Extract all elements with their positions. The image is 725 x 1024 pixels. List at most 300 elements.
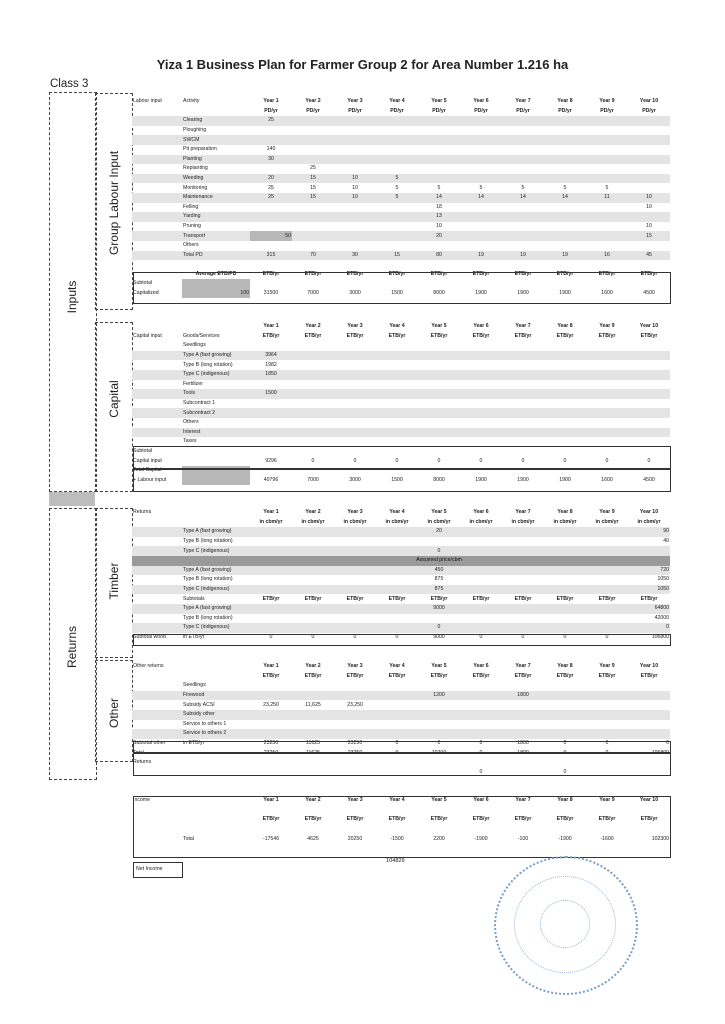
total-value: 1900 bbox=[475, 476, 487, 483]
labour-value bbox=[292, 203, 334, 213]
capital-value bbox=[250, 418, 292, 428]
table-cell bbox=[418, 380, 460, 390]
labour-value bbox=[292, 155, 334, 165]
unit-header: PD/yr bbox=[642, 107, 656, 114]
labour-value bbox=[586, 155, 628, 165]
other-value bbox=[376, 720, 418, 730]
labour-value: 15 bbox=[292, 193, 334, 203]
table-cell bbox=[502, 360, 544, 370]
total-value: 8000 bbox=[433, 476, 445, 483]
table-cell bbox=[250, 556, 292, 566]
timber-wood-box bbox=[133, 634, 671, 646]
labour-value: 10 bbox=[352, 184, 358, 191]
labour-value bbox=[628, 126, 670, 136]
table-cell bbox=[132, 107, 182, 117]
other-value bbox=[376, 681, 418, 691]
total-value: 0 bbox=[479, 749, 483, 756]
unit-label: ETB/yr bbox=[514, 270, 532, 277]
other-value bbox=[544, 700, 586, 710]
unit-header: ETB/yr bbox=[304, 672, 322, 679]
labour-value: 25 bbox=[250, 116, 292, 126]
capital-value: 3964 bbox=[250, 351, 292, 361]
labour-value: 15 bbox=[292, 174, 334, 184]
volume-value bbox=[334, 527, 376, 537]
labour-value bbox=[418, 174, 460, 184]
volume-value bbox=[502, 537, 544, 547]
subtotal-unit: in ETB/yr bbox=[183, 739, 205, 746]
labour-value bbox=[628, 183, 670, 193]
labour-value bbox=[586, 116, 628, 126]
other-row bbox=[132, 700, 670, 710]
table-cell bbox=[460, 399, 502, 409]
table-cell bbox=[292, 360, 334, 370]
year-header: Year 3 bbox=[347, 98, 363, 105]
activity-label: Felling bbox=[183, 203, 199, 210]
labour-value: 70 bbox=[292, 251, 334, 261]
volume-row bbox=[132, 546, 670, 556]
labour-value bbox=[502, 155, 544, 165]
subtotal-value: 31500 bbox=[263, 290, 279, 297]
labour-value: 14 bbox=[544, 193, 586, 203]
unit-label: ETB/yr bbox=[430, 595, 448, 602]
table-cell bbox=[132, 428, 182, 438]
labour-value bbox=[292, 116, 334, 126]
spacer-row bbox=[132, 260, 670, 270]
year-header: Year 1 bbox=[263, 663, 279, 670]
table-cell bbox=[292, 399, 334, 409]
table-cell bbox=[544, 341, 586, 351]
subtotal-value bbox=[334, 604, 376, 614]
labour-value bbox=[418, 155, 460, 165]
other-value bbox=[460, 720, 502, 730]
labour-value bbox=[460, 116, 502, 126]
total-value: 23250 bbox=[263, 749, 279, 756]
price-value bbox=[544, 575, 586, 585]
type-label: Type B (long rotation) bbox=[183, 576, 233, 583]
labour-value: 19 bbox=[460, 251, 502, 261]
subtotal-value: 1500 bbox=[391, 290, 403, 297]
table-cell bbox=[292, 418, 334, 428]
subtotal-label: Subtotal bbox=[133, 280, 153, 287]
unit-header: in cbm/yr bbox=[469, 518, 493, 525]
labour-value bbox=[292, 231, 334, 241]
table-cell bbox=[586, 260, 628, 270]
table-cell bbox=[376, 380, 418, 390]
price-value bbox=[502, 575, 544, 585]
capital-value bbox=[250, 341, 292, 351]
other-value bbox=[586, 729, 628, 739]
labour-row bbox=[132, 241, 670, 251]
labour-value: 30 bbox=[250, 155, 292, 165]
unit-header: ETB/yr bbox=[388, 816, 406, 823]
table-cell bbox=[132, 418, 182, 428]
unit-label: ETB/yr bbox=[262, 270, 280, 277]
labour-value bbox=[502, 241, 544, 251]
table-cell bbox=[628, 351, 670, 361]
subtotal-value bbox=[250, 623, 292, 633]
other-value bbox=[292, 681, 334, 691]
labour-value bbox=[460, 231, 502, 241]
other-value bbox=[628, 681, 670, 691]
price-value bbox=[376, 566, 418, 576]
year-header: Year 4 bbox=[389, 509, 405, 516]
subtotal-value: 0 bbox=[479, 739, 483, 746]
price-value bbox=[292, 585, 334, 595]
other-value bbox=[334, 710, 376, 720]
table-cell bbox=[502, 556, 544, 566]
capital-label: Capital bbox=[107, 380, 121, 418]
volume-value bbox=[502, 546, 544, 556]
labour-row bbox=[132, 126, 670, 136]
table-cell bbox=[132, 231, 182, 241]
goods-label: Seedlings bbox=[183, 342, 206, 349]
table-cell bbox=[182, 260, 250, 270]
other-value bbox=[586, 710, 628, 720]
labour-value bbox=[250, 241, 292, 251]
table-cell bbox=[132, 174, 182, 184]
labour-value bbox=[628, 155, 670, 165]
activity-label: Maintenance bbox=[182, 193, 250, 203]
other-value bbox=[334, 729, 376, 739]
other-value bbox=[418, 729, 460, 739]
year-header: Year 5 bbox=[431, 98, 447, 105]
price-value bbox=[586, 575, 628, 585]
table-cell bbox=[544, 408, 586, 418]
type-label: Type A (fast growing) bbox=[182, 604, 250, 614]
year-header: Year 10 bbox=[639, 663, 659, 670]
labour-value: 10 bbox=[628, 193, 670, 203]
year-header: Year 3 bbox=[347, 663, 363, 670]
total-value: 4500 bbox=[643, 476, 655, 483]
year-header: Year 8 bbox=[557, 98, 573, 105]
table-cell bbox=[586, 556, 628, 566]
unit-header: ETB/yr bbox=[598, 672, 616, 679]
timber-label: Timber bbox=[107, 562, 121, 600]
other-value bbox=[502, 710, 544, 720]
unit-header: PD/yr bbox=[306, 107, 320, 114]
goods-label: Subcontract 2 bbox=[182, 408, 250, 418]
subtotal-value: 64800 bbox=[628, 604, 670, 614]
activity-header: Activity bbox=[183, 98, 200, 105]
labour-value bbox=[586, 222, 628, 232]
other-value bbox=[334, 681, 376, 691]
returns-label: Returns bbox=[65, 625, 79, 669]
capital-value bbox=[250, 428, 292, 438]
subtotal-value bbox=[544, 604, 586, 614]
type-label: Type B (long rotation) bbox=[183, 537, 233, 544]
unit-label: ETB/yr bbox=[556, 595, 574, 602]
activity-label: Replanting bbox=[183, 165, 208, 172]
table-cell bbox=[586, 380, 628, 390]
unit-header: ETB/yr bbox=[514, 672, 532, 679]
other-value bbox=[628, 691, 670, 701]
price-value: 875 bbox=[434, 576, 444, 583]
subtotal-value: 0 bbox=[563, 457, 567, 464]
table-cell bbox=[132, 575, 182, 585]
other-value bbox=[250, 720, 292, 730]
volume-value bbox=[292, 537, 334, 547]
unit-header: ETB/yr bbox=[430, 332, 448, 339]
labour-value bbox=[586, 135, 628, 145]
table-cell bbox=[544, 380, 586, 390]
volume-value: 20 bbox=[418, 527, 460, 537]
unit-header: ETB/yr bbox=[430, 816, 448, 823]
labour-value: 25 bbox=[310, 165, 316, 172]
table-cell bbox=[132, 322, 182, 332]
volume-value bbox=[460, 537, 502, 547]
table-cell bbox=[182, 107, 250, 117]
table-cell bbox=[502, 370, 544, 380]
inputs-label: Inputs bbox=[65, 280, 79, 314]
unit-label: ETB/yr bbox=[346, 270, 364, 277]
labour-value bbox=[502, 231, 544, 241]
goods-label: Others bbox=[183, 419, 199, 426]
table-cell bbox=[544, 351, 586, 361]
table-cell bbox=[132, 251, 182, 261]
year-header: Year 2 bbox=[305, 323, 321, 330]
subtotal-label: Capital input bbox=[133, 457, 162, 464]
subtotal-value: 0 bbox=[395, 457, 399, 464]
unit-header: PD/yr bbox=[516, 107, 530, 114]
volume-row bbox=[132, 537, 670, 547]
labour-value: 13 bbox=[418, 212, 460, 222]
year-header: Year 3 bbox=[347, 509, 363, 516]
table-unit-row bbox=[132, 518, 670, 528]
table-cell bbox=[132, 700, 182, 710]
table-cell bbox=[502, 260, 544, 270]
income-value: -1600 bbox=[600, 835, 614, 842]
table-unit-row bbox=[132, 107, 670, 117]
labour-value bbox=[334, 135, 376, 145]
year-header: Year 2 bbox=[305, 98, 321, 105]
labour-value bbox=[292, 212, 334, 222]
labour-value: 5 bbox=[605, 184, 609, 191]
activity-label: Monitoring bbox=[183, 184, 208, 191]
other-value bbox=[292, 720, 334, 730]
volume-value bbox=[418, 537, 460, 547]
capital-value bbox=[250, 408, 292, 418]
income-value: -1900 bbox=[474, 835, 488, 842]
subtotal-value bbox=[460, 614, 502, 624]
activity-label: Transport bbox=[182, 231, 250, 241]
official-seal-center-icon bbox=[540, 900, 590, 948]
labour-value bbox=[376, 135, 418, 145]
labour-value bbox=[418, 116, 460, 126]
labour-row bbox=[132, 183, 670, 193]
volume-row bbox=[132, 527, 670, 537]
unit-header: ETB/yr bbox=[304, 332, 322, 339]
table-cell bbox=[132, 183, 182, 193]
table-cell bbox=[334, 399, 376, 409]
wood-value: 0 bbox=[479, 633, 483, 640]
activity-label: Planting bbox=[182, 155, 250, 165]
table-cell bbox=[132, 585, 182, 595]
table-cell bbox=[132, 135, 182, 145]
other-subtotal-box bbox=[133, 741, 671, 753]
other-value bbox=[544, 691, 586, 701]
unit-header: PD/yr bbox=[264, 107, 278, 114]
table-cell bbox=[334, 260, 376, 270]
capital-value: 1982 bbox=[265, 361, 277, 368]
other-value: 23,250 bbox=[263, 701, 279, 708]
year-header: Year 3 bbox=[347, 323, 363, 330]
wood-value: 106800 bbox=[651, 633, 669, 640]
income-header: Income bbox=[133, 797, 151, 804]
table-cell bbox=[376, 260, 418, 270]
table-cell bbox=[502, 418, 544, 428]
total-value: 0 bbox=[563, 749, 567, 756]
other-value bbox=[418, 700, 460, 710]
labour-table bbox=[132, 97, 670, 298]
other-value bbox=[376, 691, 418, 701]
total-label: Total bbox=[133, 749, 144, 756]
unit-header: ETB/yr bbox=[514, 816, 532, 823]
total-value: 1900 bbox=[559, 476, 571, 483]
table-cell bbox=[376, 428, 418, 438]
year-header: Year 1 bbox=[263, 98, 279, 105]
year-header: Year 9 bbox=[599, 323, 615, 330]
unit-header: ETB/yr bbox=[346, 332, 364, 339]
table-cell bbox=[460, 418, 502, 428]
labour-value: 20 bbox=[418, 231, 460, 241]
labour-value bbox=[292, 126, 334, 136]
table-cell bbox=[460, 370, 502, 380]
year-header: Year 8 bbox=[557, 663, 573, 670]
table-cell bbox=[132, 260, 182, 270]
table-cell bbox=[502, 351, 544, 361]
volume-value bbox=[292, 527, 334, 537]
subtotal-value bbox=[250, 614, 292, 624]
capital-value bbox=[250, 380, 292, 390]
labour-value bbox=[544, 174, 586, 184]
labour-value bbox=[628, 135, 670, 145]
other-value bbox=[502, 681, 544, 691]
other-label: Seedlings bbox=[183, 682, 206, 689]
other-row bbox=[132, 710, 670, 720]
other-value bbox=[460, 691, 502, 701]
table-cell bbox=[132, 594, 182, 604]
table-cell bbox=[132, 155, 182, 165]
table-cell bbox=[292, 389, 334, 399]
table-cell bbox=[628, 260, 670, 270]
year-header: Year 7 bbox=[515, 323, 531, 330]
income-box bbox=[133, 796, 671, 858]
year-header: Year 6 bbox=[473, 509, 489, 516]
unit-header: ETB/yr bbox=[346, 672, 364, 679]
subtotals-row bbox=[132, 594, 670, 604]
labour-value bbox=[460, 164, 502, 174]
capital-row bbox=[132, 380, 670, 390]
table-unit-row bbox=[132, 672, 670, 682]
total-value: 23250 bbox=[347, 749, 363, 756]
subtotal-value: 0 bbox=[563, 739, 567, 746]
labour-value bbox=[460, 212, 502, 222]
labour-value bbox=[376, 212, 418, 222]
capital-total-box bbox=[133, 469, 671, 492]
labour-value bbox=[250, 203, 292, 213]
other-value bbox=[292, 729, 334, 739]
year-header: Year 9 bbox=[599, 509, 615, 516]
subtotal-value bbox=[502, 623, 544, 633]
other-value bbox=[334, 691, 376, 701]
subtotal-value: 3000 bbox=[349, 290, 361, 297]
subtotal-value bbox=[334, 614, 376, 624]
unit-label: ETB/yr bbox=[304, 270, 322, 277]
labour-value bbox=[376, 145, 418, 155]
year-header: Year 4 bbox=[389, 797, 405, 804]
subtotal-value bbox=[544, 623, 586, 633]
labour-value bbox=[334, 116, 376, 126]
table-cell bbox=[334, 380, 376, 390]
net-income-value: 104829 bbox=[386, 858, 405, 864]
average-value: 100 bbox=[182, 289, 250, 299]
volume-value bbox=[250, 537, 292, 547]
table-cell bbox=[132, 729, 182, 739]
table-cell bbox=[628, 380, 670, 390]
price-value bbox=[460, 585, 502, 595]
labour-value: 16 bbox=[586, 251, 628, 261]
other-row bbox=[132, 691, 670, 701]
price-value bbox=[334, 585, 376, 595]
other-value: 23,250 bbox=[347, 701, 363, 708]
capital-row bbox=[132, 428, 670, 438]
unit-header: ETB/yr bbox=[556, 816, 574, 823]
table-cell bbox=[586, 399, 628, 409]
table-cell bbox=[418, 341, 460, 351]
table-cell bbox=[418, 399, 460, 409]
year-header: Year 4 bbox=[389, 323, 405, 330]
wood-value: 0 bbox=[269, 633, 273, 640]
table-cell bbox=[132, 380, 182, 390]
table-cell bbox=[502, 380, 544, 390]
subtotal-value bbox=[460, 604, 502, 614]
price-value: 450 bbox=[418, 566, 460, 576]
subtotal-value bbox=[376, 604, 418, 614]
table-cell bbox=[418, 260, 460, 270]
subtotal-value: 8000 bbox=[433, 290, 445, 297]
subtotal-value bbox=[418, 614, 460, 624]
labour-value bbox=[586, 164, 628, 174]
labour-row bbox=[132, 164, 670, 174]
price-value bbox=[502, 585, 544, 595]
wood-value: 0 bbox=[563, 633, 567, 640]
labour-value bbox=[586, 203, 628, 213]
table-cell bbox=[132, 389, 182, 399]
year-header: Year 1 bbox=[263, 797, 279, 804]
table-cell bbox=[292, 260, 334, 270]
table-cell bbox=[376, 370, 418, 380]
price-value bbox=[250, 566, 292, 576]
price-value bbox=[544, 566, 586, 576]
table-cell bbox=[418, 360, 460, 370]
capital-input-header: Capital input bbox=[133, 332, 162, 339]
labour-value: 315 bbox=[250, 251, 292, 261]
unit-header: ETB/yr bbox=[598, 816, 616, 823]
activity-label: Pit preparation bbox=[183, 146, 217, 153]
other-value: 11,625 bbox=[305, 701, 321, 708]
labour-value: 18 bbox=[436, 203, 442, 210]
wood-unit: in ETB/yr bbox=[183, 633, 205, 640]
table-cell bbox=[334, 389, 376, 399]
labour-row bbox=[132, 222, 670, 232]
unit-header: in cbm/yr bbox=[595, 518, 619, 525]
unit-header: ETB/yr bbox=[262, 332, 280, 339]
labour-value bbox=[460, 174, 502, 184]
net-income-label: Net Income bbox=[136, 866, 163, 872]
subtotal-value bbox=[544, 614, 586, 624]
unit-header: ETB/yr bbox=[598, 332, 616, 339]
subtotal-row bbox=[132, 623, 670, 633]
